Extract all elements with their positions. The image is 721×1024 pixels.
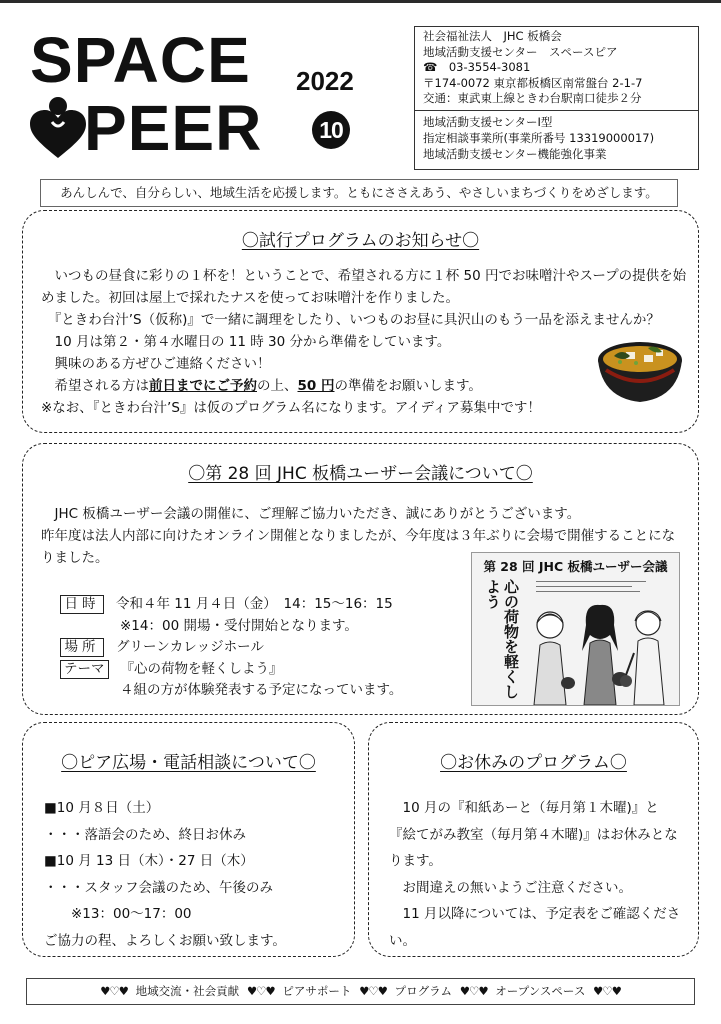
footer-item: オープンスペース bbox=[495, 984, 586, 998]
closed-programs-body bbox=[389, 795, 685, 954]
schedule-line: ■10 月８日（土） bbox=[44, 800, 160, 816]
contact-info-box bbox=[414, 26, 699, 111]
place-label: 場所 bbox=[60, 638, 104, 657]
place-value: グリーンカレッジホール bbox=[116, 639, 264, 655]
logo-space-text: SPACE bbox=[30, 24, 251, 96]
hearts-icon: ♥♡♥ bbox=[359, 984, 387, 998]
paragraph: いつもの昼食に彩りの１杯を！ということで、希望される方に１杯 50 円でお味噌汁やスープの提供を始めました。初回は屋上で採れたナスを使ってお味噌汁を作りました。 bbox=[41, 268, 687, 306]
paragraph: お間違えの無いようご注意ください。 bbox=[389, 879, 632, 896]
address: 〒174-0072 東京都板橋区南常盤台 2-1-7 bbox=[423, 75, 643, 90]
date-value: 令和４年 11 月４日（金） 14：15〜16：15 bbox=[116, 596, 393, 612]
paragraph: 『ときわ台汁’S（仮称)』で一緒に調理をしたり、いつものお昼に具沢山のもう一品を添えませんか？ bbox=[41, 312, 660, 328]
theme-row bbox=[60, 659, 402, 681]
poster-vertical-text: 心の荷物を軽くしよう bbox=[484, 579, 520, 699]
poster-people-illustration bbox=[522, 595, 678, 705]
phone-number: ☎ 03-3554-3081 bbox=[423, 60, 531, 74]
paragraph bbox=[41, 375, 691, 397]
certification-box bbox=[414, 111, 699, 170]
user-meeting-title: 〇第 28 回 JHC 板橋ユーザー会議について〇 bbox=[188, 464, 533, 484]
hearts-icon: ♥♡♥ bbox=[100, 984, 128, 998]
trial-program-body bbox=[41, 265, 691, 419]
schedule-line: ・・・落語会のため、終日お休み bbox=[44, 826, 246, 843]
closed-programs-title: 〇お休みのプログラム〇 bbox=[440, 753, 627, 773]
text: の準備をお願いします。 bbox=[334, 378, 482, 394]
cert-line-1: 地域活動支援センターⅠ型 bbox=[423, 115, 553, 129]
theme-value: 『心の荷物を軽くしよう』 bbox=[120, 660, 283, 677]
issue-year: 2022 bbox=[296, 66, 354, 96]
poster-info-lines bbox=[536, 577, 646, 592]
footer-item: プログラム bbox=[394, 984, 453, 998]
paragraph: 10 月は第２・第４水曜日の 11 時 30 分から準備をしています。 bbox=[41, 334, 451, 350]
heart-logo-icon bbox=[28, 96, 88, 162]
cert-line-2: 指定相談事業所(事業所番号 13319000017) bbox=[423, 131, 655, 145]
meeting-poster-image bbox=[471, 552, 680, 706]
hearts-icon: ♥♡♥ bbox=[459, 984, 488, 998]
hearts-icon: ♥♡♥ bbox=[593, 984, 621, 998]
top-rule bbox=[0, 0, 721, 3]
date-row bbox=[60, 594, 402, 616]
issue-number-badge: 10 bbox=[312, 111, 350, 149]
cert-line-3: 地域活動支援センター機能強化事業 bbox=[423, 147, 607, 161]
center-name: 地域活動支援センター スペースピア bbox=[423, 44, 618, 59]
footer-item: ピアサポート bbox=[282, 984, 352, 998]
peer-plaza-body bbox=[44, 795, 349, 954]
schedule-line: ※13：00〜17：00 bbox=[44, 906, 192, 922]
highlight-reservation: 前日までにご予約 bbox=[149, 378, 257, 394]
slogan-banner: あんしんで、自分らしい、地域生活を応援します。ともにささえあう、やさしいまちづくりをめざします。 bbox=[40, 179, 678, 207]
access-info: 交通：東武東上線ときわ台駅南口徒歩２分 bbox=[423, 91, 642, 105]
miso-soup-illustration bbox=[596, 330, 684, 406]
logo-peer-text: PEER bbox=[84, 92, 263, 164]
paragraph: JHC 板橋ユーザー会議の開催に、ご理解ご協力いただき、誠にありがとうございます。 bbox=[41, 506, 581, 522]
footer-item: 地域交流・社会貢献 bbox=[135, 984, 240, 998]
theme-label: テーマ bbox=[60, 660, 109, 679]
text: 希望される方は bbox=[41, 378, 149, 394]
paragraph: 11 月以降については、予定表をご確認ください。 bbox=[389, 906, 681, 949]
paragraph: 10 月の『和紙あーと（毎月第１木曜)』と『絵てがみ教室（毎月第４木曜)』はお休みとなります。 bbox=[389, 800, 678, 869]
text: の上、 bbox=[257, 378, 298, 394]
paragraph: 興味のある方ぜひご連絡ください！ bbox=[41, 356, 271, 372]
schedule-line: ・・・スタッフ会議のため、午後のみ bbox=[44, 879, 273, 896]
date-label: 日時 bbox=[60, 595, 104, 614]
footer-banner bbox=[26, 978, 695, 1005]
place-row bbox=[60, 637, 402, 659]
hearts-icon: ♥♡♥ bbox=[246, 984, 275, 998]
peer-plaza-title: 〇ピア広場・電話相談について〇 bbox=[61, 753, 316, 773]
poster-title: 第 28 回 JHC 板橋ユーザー会議 bbox=[483, 559, 668, 574]
event-details bbox=[60, 594, 402, 702]
trial-program-title: 〇試行プログラムのお知らせ〇 bbox=[241, 231, 480, 251]
theme-note: ４組の方が体験発表する予定になっています。 bbox=[120, 682, 403, 698]
date-note: ※14：00 開場・受付開始となります。 bbox=[120, 617, 358, 634]
highlight-price: 50 円 bbox=[297, 378, 335, 394]
schedule-line: ご協力の程、よろしくお願い致します。 bbox=[44, 932, 286, 949]
schedule-line: ■10 月 13 日（木）・27 日（木） bbox=[44, 853, 254, 869]
org-name: 社会福祉法人 JHC 板橋会 bbox=[423, 29, 562, 43]
paragraph: ※なお、『ときわ台汁’S』は仮のプログラム名になります。アイディア募集中です！ bbox=[41, 400, 541, 416]
paragraph: 昨年度は法人内部に向けたオンライン開催となりましたが、今年度は３年ぶりに会場で開催することになりました。 bbox=[41, 528, 676, 566]
